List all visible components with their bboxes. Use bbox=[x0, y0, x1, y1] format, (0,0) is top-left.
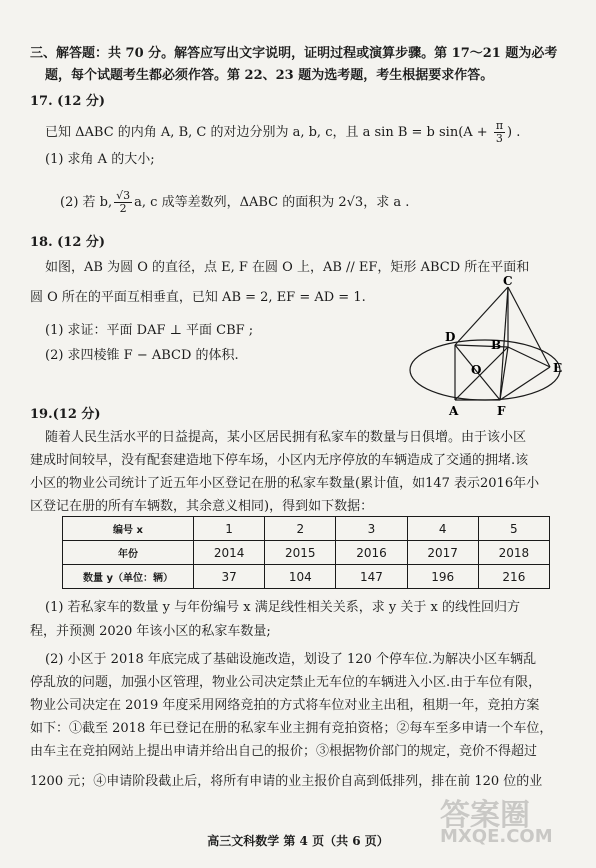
q18-stem-2: 圆 O 所在的平面互相垂直，已知 AB = 2, EF = AD = 1. bbox=[30, 290, 366, 305]
q19-stem-3: 小区的物业公司统计了近五年小区登记在册的私家车数量(累计值，如147 表示2016年小 bbox=[30, 476, 540, 491]
row-label-x: 编号 x bbox=[63, 517, 194, 541]
fraction-denominator: 3 bbox=[495, 132, 503, 145]
q19-part2-f: 1200 元；④申请阶段截止后，将所有申请的业主报价自高到低排列，排在前 120 位的业 bbox=[30, 774, 543, 789]
q19-stem-2: 建成时间较早，没有配套建造地下停车场，小区内无序停放的车辆造成了交通的拥堵.该 bbox=[30, 453, 529, 468]
section-header: 三、解答题：共 70 分。解答应写出文字说明，证明过程或演算步骤。第 17～21 题为必考 bbox=[30, 46, 558, 61]
table-row bbox=[63, 565, 550, 589]
q18-part2: (2) 求四棱锥 F − ABCD 的体积. bbox=[45, 348, 239, 363]
row-label-year: 年份 bbox=[63, 541, 194, 565]
table-cell: 5 bbox=[478, 517, 549, 541]
fraction-numerator: π bbox=[495, 119, 504, 132]
row-label-y: 数量 y（单位：辆） bbox=[63, 565, 194, 589]
label-e: E bbox=[553, 361, 563, 375]
q17-stem-text: 已知 ΔABC 的内角 A, B, C 的对边分别为 a, b, c，且 a sin B = b sin(A + bbox=[45, 125, 492, 140]
table-cell: 147 bbox=[336, 565, 407, 589]
edge-dc bbox=[455, 287, 508, 345]
q18-part1: (1) 求证：平面 DAF ⊥ 平面 CBF ; bbox=[45, 323, 254, 338]
edge-ce bbox=[508, 287, 550, 367]
fraction-numerator: √3 bbox=[116, 189, 131, 202]
watermark-url: MXQE.COM bbox=[440, 826, 553, 847]
q17-title: 17. (12 分) bbox=[30, 94, 106, 109]
q19-part2-e: 由车主在竞拍网站上提出申请并给出自己的报价；③根据物价部门的规定，竞价不得超过 bbox=[30, 744, 538, 759]
label-d: D bbox=[445, 330, 456, 344]
q19-part2-b: 停乱放的问题，加强小区管理，物业公司决定禁止无车位的车辆进入小区.由于车位有限， bbox=[30, 675, 542, 690]
q19-part1-a: (1) 若私家车的数量 y 与年份编号 x 满足线性相关关系，求 y 关于 x 的线性回归方 bbox=[45, 600, 520, 615]
table-cell: 2014 bbox=[194, 541, 265, 565]
label-c: C bbox=[503, 275, 513, 288]
page-footer: 高三文科数学 第 4 页（共 6 页） bbox=[207, 834, 389, 848]
q17-stem-fraction bbox=[494, 120, 505, 145]
table-row bbox=[63, 541, 550, 565]
table-cell: 2017 bbox=[407, 541, 478, 565]
table-cell: 216 bbox=[478, 565, 549, 589]
table-cell: 3 bbox=[336, 517, 407, 541]
table-cell: 37 bbox=[194, 565, 265, 589]
q19-title: 19.(12 分) bbox=[30, 407, 101, 422]
table-cell: 196 bbox=[407, 565, 478, 589]
table-cell: 2016 bbox=[336, 541, 407, 565]
table-cell: 1 bbox=[194, 517, 265, 541]
label-a: A bbox=[449, 404, 459, 418]
fraction-denominator: 2 bbox=[119, 202, 127, 215]
watermark-logo: 答案圈 bbox=[440, 798, 530, 833]
q19-part1-b: 程，并预测 2020 年该小区的私家车数量; bbox=[30, 624, 271, 639]
section-header-cont: 题，每个试题考生都必须作答。第 22、23 题为选考题，考生根据要求作答。 bbox=[45, 68, 494, 83]
q19-part2-d: 如下：①截至 2018 年已登记在册的私家车业主拥有竞拍资格；②每车至多申请一个车位， bbox=[30, 721, 553, 736]
q17-stem bbox=[45, 120, 520, 145]
label-f: F bbox=[497, 404, 506, 418]
q17-stem-end: ) . bbox=[507, 125, 521, 140]
q19-part2-a: (2) 小区于 2018 年底完成了基础设施改造，划设了 120 个停车位.为解决小区车辆乱 bbox=[45, 652, 537, 667]
q19-stem-1: 随着人民生活水平的日益提高，某小区居民拥有私家车的数量与日俱增。由于该小区 bbox=[45, 430, 527, 445]
data-table bbox=[62, 516, 550, 589]
table-cell: 2015 bbox=[265, 541, 336, 565]
table-cell: 104 bbox=[265, 565, 336, 589]
edge-be bbox=[508, 347, 550, 367]
q17-part2-fraction bbox=[114, 190, 132, 215]
q19-stem-4: 区登记在册的所有车辆数，其余意义相同)，得到如下数据： bbox=[30, 499, 374, 514]
table-row bbox=[63, 517, 550, 541]
table-cell: 2018 bbox=[478, 541, 549, 565]
table-cell: 2 bbox=[265, 517, 336, 541]
edge-cf bbox=[500, 287, 508, 400]
q17-part2-text: (2) 若 b, bbox=[60, 195, 113, 210]
q18-stem-1: 如图，AB 为圆 O 的直径，点 E, F 在圆 O 上，AB // EF，矩形 ABCD 所在平面和 bbox=[45, 260, 530, 275]
q17-part1: (1) 求角 A 的大小; bbox=[45, 152, 155, 167]
label-b: B bbox=[491, 338, 502, 352]
edge-bf bbox=[500, 347, 508, 400]
q18-title: 18. (12 分) bbox=[30, 235, 106, 250]
label-o: O bbox=[471, 363, 482, 377]
q19-part2-c: 物业公司决定在 2019 年度采用网络竞拍的方式将车位对业主出租，租期一年，竞拍方案 bbox=[30, 698, 540, 713]
q17-part2 bbox=[60, 190, 409, 215]
table-cell: 4 bbox=[407, 517, 478, 541]
geometry-figure bbox=[405, 275, 575, 420]
q17-part2-end: a, c 成等差数列，ΔABC 的面积为 2√3，求 a . bbox=[134, 195, 410, 210]
